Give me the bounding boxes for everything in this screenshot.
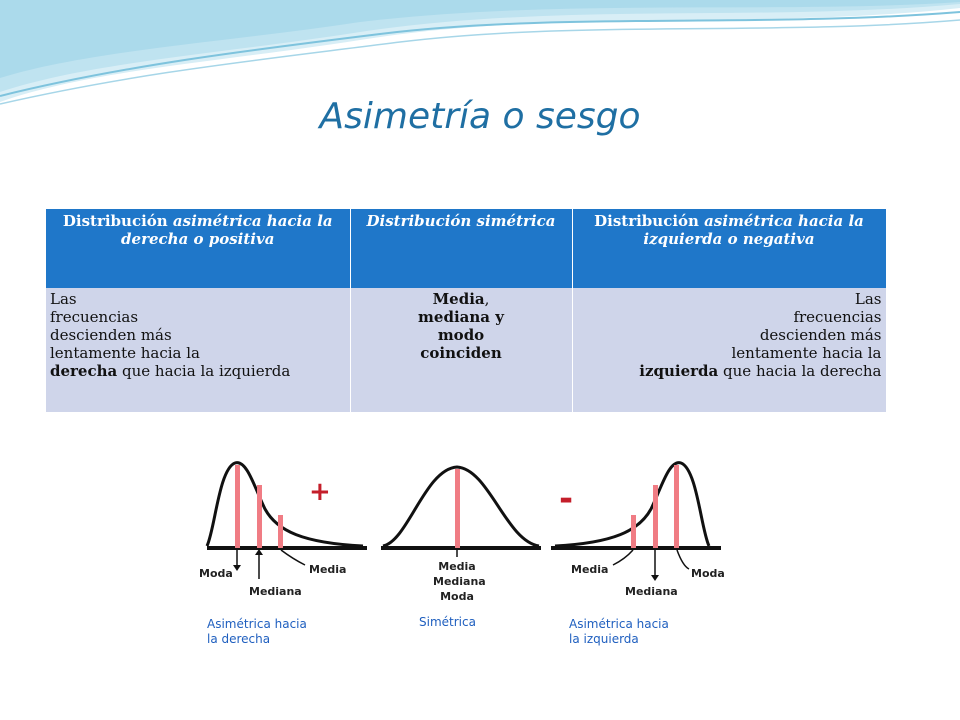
caption-positive xyxy=(207,617,307,647)
cell-positive-line2: frecuencias xyxy=(50,308,139,326)
header-negative-italic: asimétrica hacia la izquierda o negativa xyxy=(643,212,864,248)
cell-negative-line5 xyxy=(577,362,882,380)
label-symmetric-moda: Moda xyxy=(440,590,474,603)
label-symmetric-mediana: Mediana xyxy=(433,575,486,588)
cell-positive-rest: que hacia la izquierda xyxy=(117,362,291,380)
cell-negative-line2: frecuencias xyxy=(793,308,882,326)
bar-negative-media xyxy=(631,515,636,548)
header-negative-plain: Distribución xyxy=(594,212,705,230)
negative-sign: - xyxy=(559,479,574,519)
caption-negative-line2: la izquierda xyxy=(569,632,639,646)
curve-positive-panel xyxy=(207,452,367,579)
label-negative-media: Media xyxy=(571,563,609,576)
header-negative xyxy=(572,209,886,288)
cell-negative-bold: izquierda xyxy=(639,362,719,380)
caption-symmetric: Simétrica xyxy=(419,615,476,629)
page-title: Asimetría o sesgo xyxy=(319,96,641,137)
curve-symmetric-panel xyxy=(381,467,541,557)
cell-symmetric-line3: modo xyxy=(437,326,485,344)
bar-positive-media xyxy=(278,515,283,548)
cell-positive-line4: lentamente hacia la xyxy=(50,344,200,362)
cell-positive-line3: descienden más xyxy=(50,326,172,344)
header-positive xyxy=(46,209,350,288)
label-positive-moda: Moda xyxy=(199,567,233,580)
cell-symmetric-line4: coinciden xyxy=(420,344,502,362)
curve-symmetric xyxy=(383,467,539,546)
cell-negative-rest: que hacia la derecha xyxy=(718,362,882,380)
label-negative-mediana: Mediana xyxy=(625,585,678,598)
label-positive-mediana: Mediana xyxy=(249,585,302,598)
caption-positive-line2: la derecha xyxy=(207,632,271,646)
bar-negative-mediana xyxy=(653,485,658,548)
label-symmetric-media: Media xyxy=(438,560,476,573)
distribution-table xyxy=(46,209,887,412)
cell-negative-line4: lentamente hacia la xyxy=(731,344,882,362)
decorative-wave xyxy=(0,0,960,110)
cell-symmetric-line1 xyxy=(355,290,568,308)
cell-symmetric-bold1: Media xyxy=(432,290,485,308)
header-symmetric xyxy=(350,209,572,288)
cell-negative-line3: descienden más xyxy=(759,326,882,344)
caption-positive-line1: Asimétrica hacia xyxy=(207,617,307,631)
header-positive-plain: Distribución xyxy=(62,212,173,230)
bar-symmetric xyxy=(455,469,460,548)
cell-symmetric xyxy=(350,288,572,412)
bar-positive-mediana xyxy=(257,485,262,548)
cell-symmetric-comma: , xyxy=(484,290,490,308)
cell-symmetric-line2: mediana y xyxy=(418,308,504,326)
cell-positive-line5 xyxy=(50,362,346,380)
header-positive-italic: asimétrica hacia la derecha o positiva xyxy=(121,212,333,248)
skewness-figure xyxy=(193,449,733,719)
cell-positive-line1: Las xyxy=(50,290,77,308)
cell-positive-bold: derecha xyxy=(50,362,118,380)
cell-negative xyxy=(572,288,886,412)
bar-positive-moda xyxy=(235,465,240,548)
cell-positive xyxy=(46,288,350,412)
header-symmetric-italic: Distribución simétrica xyxy=(366,212,556,230)
label-positive-media: Media xyxy=(309,563,347,576)
positive-sign: + xyxy=(309,477,331,507)
caption-negative xyxy=(569,617,669,647)
cell-negative-line1: Las xyxy=(854,290,882,308)
label-negative-moda: Moda xyxy=(691,567,725,580)
labels-symmetric xyxy=(433,559,486,604)
caption-negative-line1: Asimétrica hacia xyxy=(569,617,669,631)
bar-negative-moda xyxy=(674,465,679,548)
